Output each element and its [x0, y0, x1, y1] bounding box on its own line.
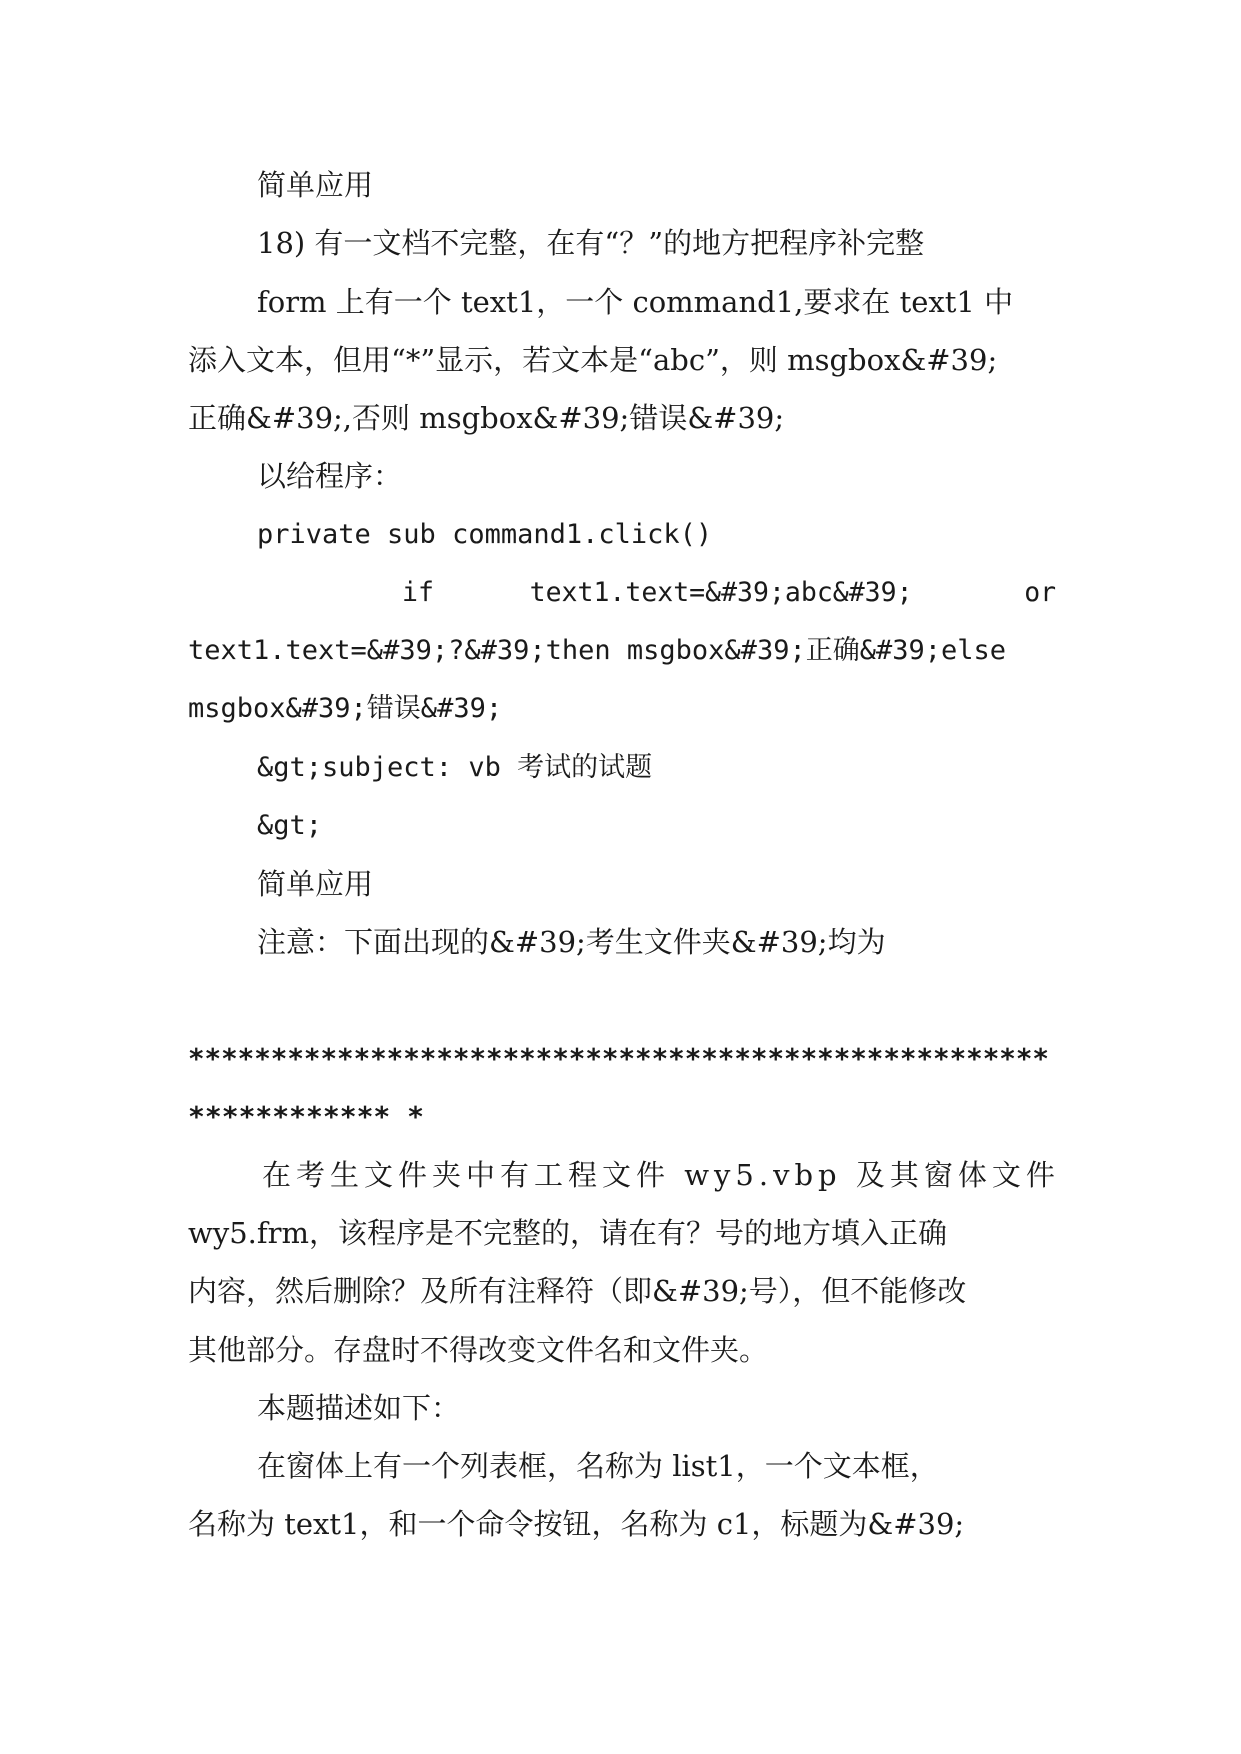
- code-line: msgbox&#39;错误&#39;: [188, 693, 503, 724]
- paragraph-line: form 上有一个 text1，一个 command1,要求在 text1 中: [257, 285, 1014, 319]
- paragraph-line: 内容，然后删除？及所有注释符（即&#39;号），但不能修改: [188, 1274, 967, 1308]
- paragraph-line: 名称为 text1，和一个命令按钮，名称为 c1，标题为&#39;: [188, 1507, 965, 1541]
- separator-stars: ************ *: [188, 1100, 425, 1133]
- paragraph-line: 在窗体上有一个列表框，名称为 list1，一个文本框，: [257, 1449, 939, 1483]
- code-line: text1.text=&#39;?&#39;then msgbox&#39;正确&#39;else: [188, 635, 1007, 666]
- code-line: if text1.text=&#39;abc&#39; or: [402, 577, 1057, 608]
- code-line: private sub command1.click(): [257, 519, 713, 550]
- section-heading: 简单应用: [257, 867, 374, 901]
- separator-stars: ****************************************************: [188, 1043, 1049, 1075]
- paragraph-line: 其他部分。存盘时不得改变文件名和文件夹。: [188, 1333, 769, 1367]
- paragraph-line: 以给程序：: [257, 459, 403, 493]
- paragraph-line: wy5.frm，该程序是不完整的，请在有？号的地方填入正确: [188, 1216, 947, 1250]
- paragraph-line: &gt;: [257, 810, 323, 841]
- paragraph-line: 添入文本，但用“*”显示，若文本是“abc”，则 msgbox&#39;: [188, 343, 998, 377]
- section-heading: 简单应用: [257, 168, 374, 202]
- paragraph-line: 正确&#39;,否则 msgbox&#39;错误&#39;: [188, 401, 785, 435]
- paragraph-line: 注意：下面出现的&#39;考生文件夹&#39;均为: [257, 925, 886, 959]
- question-title: 18) 有一文档不完整，在有“？”的地方把程序补完整: [257, 226, 925, 260]
- paragraph-line: &gt;subject: vb 考试的试题: [257, 752, 653, 783]
- paragraph-line: 本题描述如下：: [257, 1391, 461, 1425]
- paragraph-line: 在考生文件夹中有工程文件 wy5.vbp 及其窗体文件: [262, 1158, 1060, 1192]
